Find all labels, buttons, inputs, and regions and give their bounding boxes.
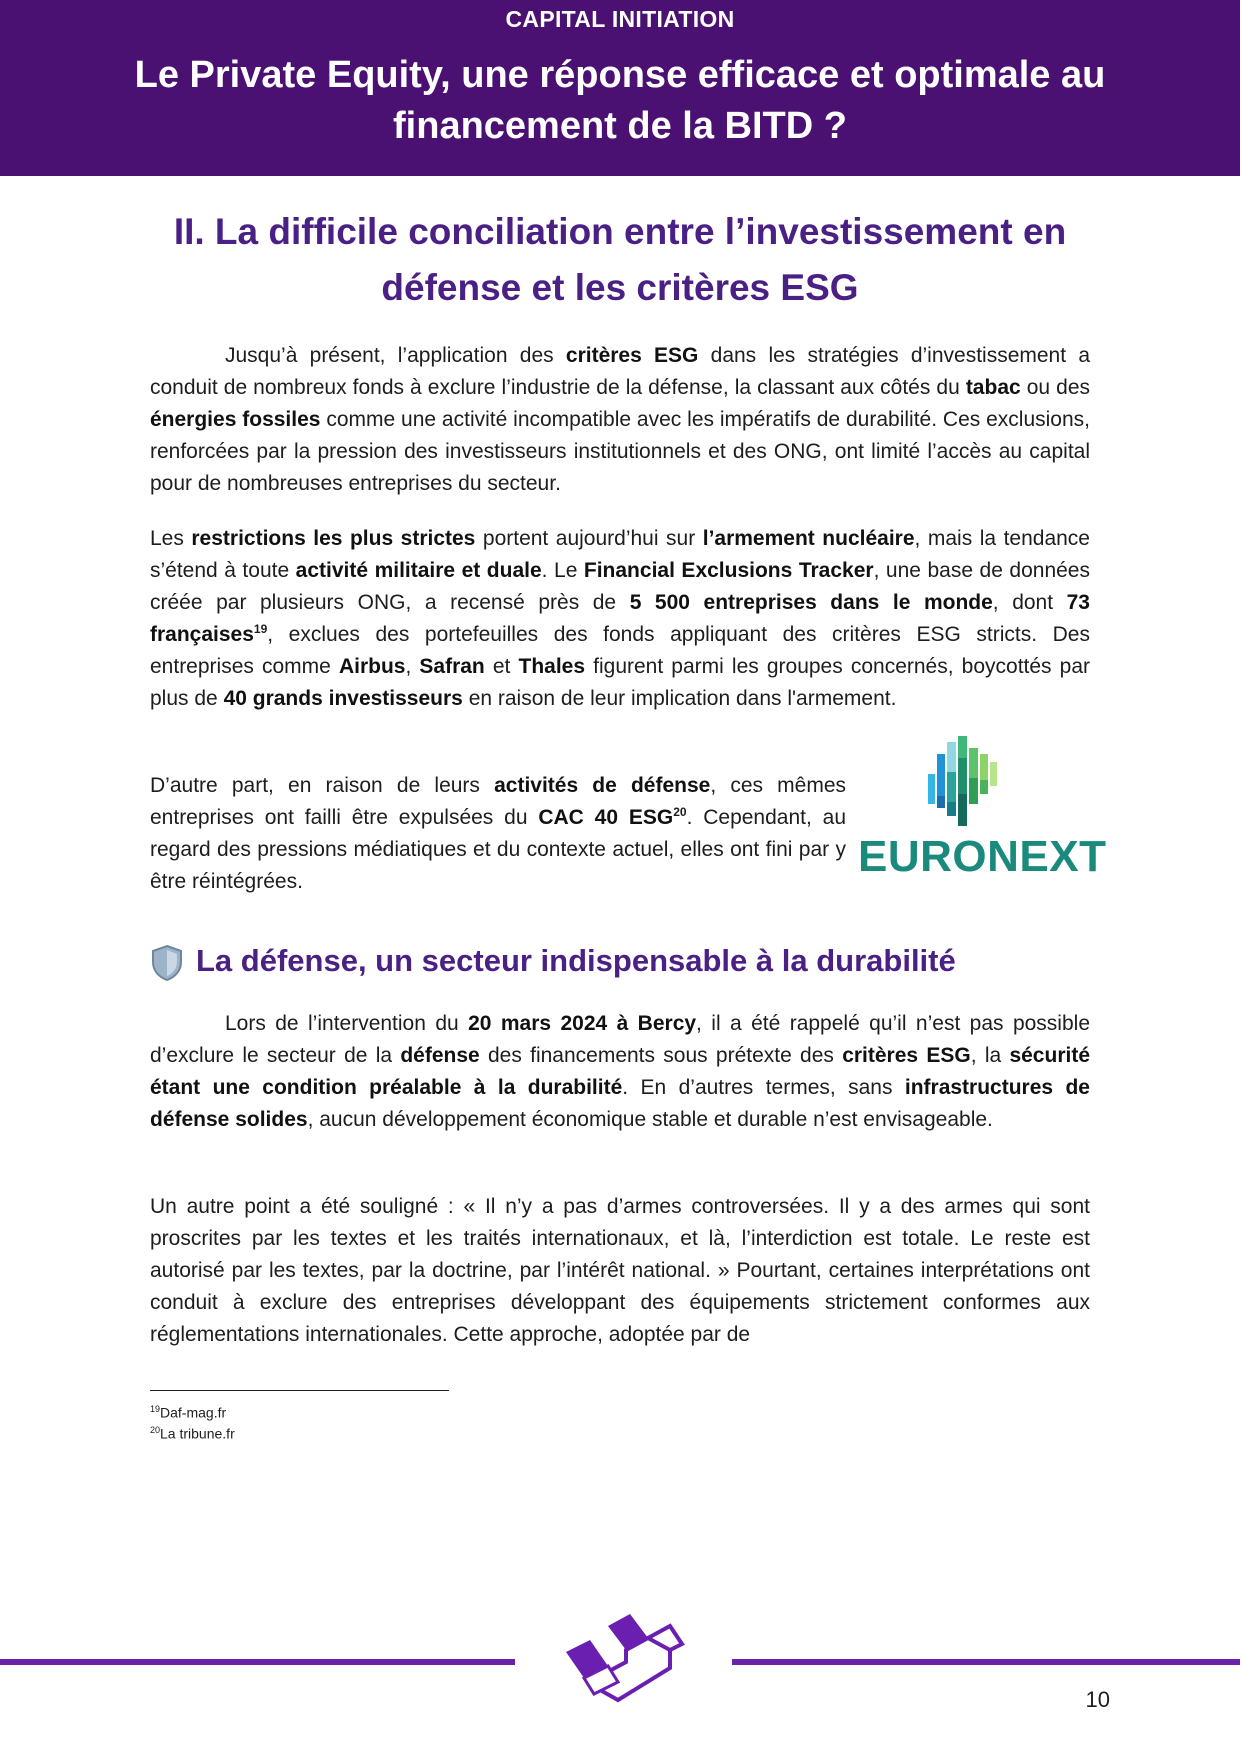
section-title-line-1: II. La difficile conciliation entre l’investissement en [173,211,1067,252]
euronext-mark-icon [858,734,1093,830]
paragraph-esg-exclusions: Jusqu’à présent, l’application des critères ESG dans les stratégies d’investissement a conduit de nombreux fonds à exclure l’industrie de la défense, la classant aux côtés du tabac ou des énergies fossiles comme une activité incompatible avec les impératifs de durabilité. Ces exclusions, renforcées par la pression des investisseurs institutionnels et des ONG, ont limité l’accès au capital pour de nombreuses entreprises du secteur. [150,344,1091,495]
page-number: 10 [1085,1687,1110,1712]
title-line-1: Le Private Equity, une réponse efficace et optimale au [134,54,1106,96]
footnote-ref-19: 19 [253,622,268,636]
subheading-defense [150,936,1090,986]
paragraph-cac40-esg: D’autre part, en raison de leurs activités de défense, ces mêmes entreprises ont failli être expulsées du CAC 40 ESG$^{20}$. Cependant, au regard des pressions médiatiques et du contexte actuel, elles ont fini par y être réintégrées. [150,774,847,893]
header-kicker: CAPITAL INITIATION [505,6,735,32]
footer-line-left [0,1659,515,1665]
title-line-2: financement de la BITD ? [393,105,847,147]
footer-line-right [732,1659,1240,1665]
shield-icon [150,944,184,982]
brand-cube-emblem-icon [560,1604,686,1708]
subheading-text: La défense, un secteur indispensable à la durabilité [196,943,956,978]
footnote-20: $^{20}$La tribune.fr [150,1424,235,1442]
paragraph-controversial-arms: Un autre point a été souligné : « Il n’y a pas d’armes controversées. Il y a des armes qui sont proscrites par les textes et les traités internationaux, et là, l’interdiction est totale. Le reste est autorisé par les textes, par la doctrine, par l’intérêt national. » Pourtant, certaines interprétations ont conduit à exclure des entreprises développant des équipements strictement conformes aux réglementations internationales. Cette approche, adoptée par de [150,1195,1090,1346]
footnote-ref-20: 20 [673,805,687,819]
paragraph-restrictions: Les restrictions les plus strictes portent aujourd’hui sur l’armement nucléaire, mais la tendance s’étend à toute activité militaire et duale. Le Financial Exclusions Tracker, une base de données créée par plusieurs ONG, a recensé près de 5 500 entreprises dans le monde, dont 73 françaises$^{19}$, exclues des portefeuilles des fonds appliquant des critères ESG stricts. Des entreprises comme Airbus, Safran et Thales figurent parmi les groupes concernés, boycottés par plus de 40 grands investisseurs en raison de leur implication dans l'armement. [150,527,1091,710]
euronext-wordmark: EURONEXT [858,832,1107,881]
footnotes [150,1401,235,1442]
document-title [40,50,1200,152]
section-title-line-2: défense et les critères ESG [381,267,859,308]
page-header [0,0,1240,176]
paragraph-bercy: Lors de l’intervention du 20 mars 2024 à Bercy, il a été rappelé qu’il n’est pas possible d’exclure le secteur de la défense des financements sous prétexte des critères ESG, la sécurité étant une condition préalable à la durabilité. En d’autres termes, sans infrastructures de défense solides, aucun développement économique stable et durable n’est envisageable. [150,1012,1090,1131]
footnote-19: $^{19}$Daf-mag.fr [150,1404,227,1421]
footnote-divider [150,1390,449,1391]
section-title [120,204,1120,316]
euronext-logo [858,734,1107,890]
